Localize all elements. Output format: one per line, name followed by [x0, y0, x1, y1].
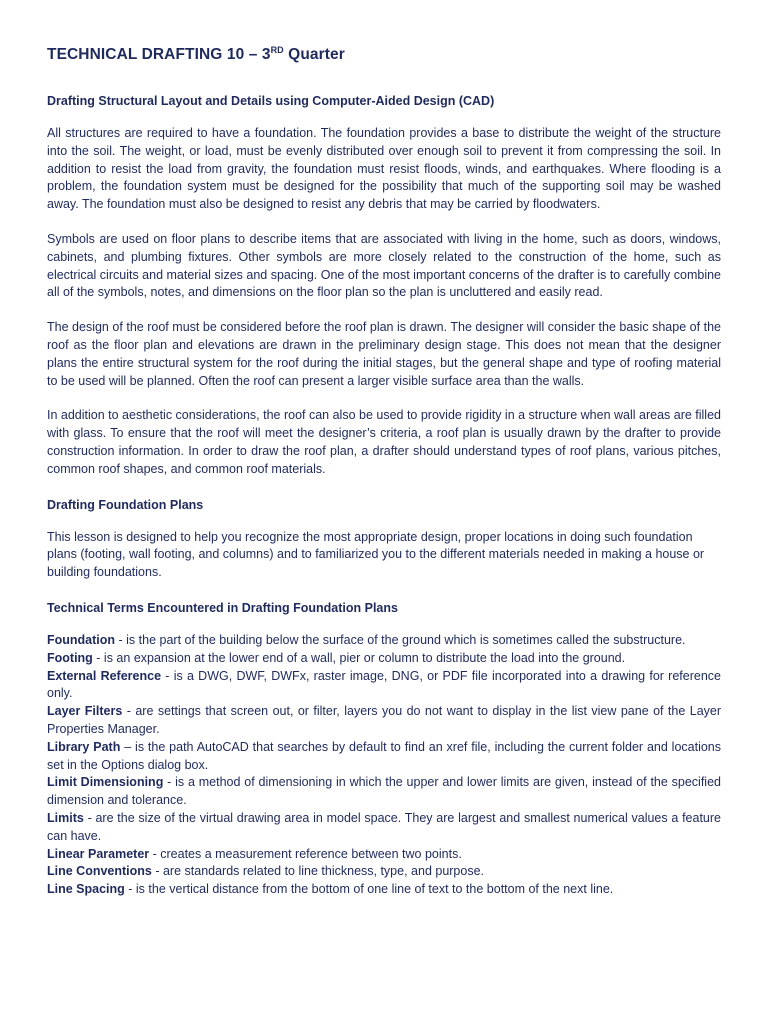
term-name: Library Path: [47, 739, 121, 754]
term-name: Line Conventions: [47, 864, 152, 879]
term-name: Limits: [47, 810, 84, 825]
term-name: Footing: [47, 650, 93, 665]
term-name: External Reference: [47, 668, 162, 683]
term-definition: - are the size of the virtual drawing area in model space. They are largest and smallest numerical values a feature can have.: [47, 810, 721, 843]
section-heading-cad: Drafting Structural Layout and Details using Computer-Aided Design (CAD): [47, 94, 495, 108]
title-suffix: Quarter: [283, 46, 345, 63]
term-definition: – is the path AutoCAD that searches by default to find an xref file, including the current folder and locations set in the Options dialog box.: [47, 739, 722, 772]
term-definition: - is the vertical distance from the bottom of one line of text to the bottom of the next line.: [124, 882, 614, 897]
paragraph-foundation: All structures are required to have a foundation. The foundation provides a base to distribute the weight of the structure into the soil. The weight, or load, must be evenly distributed over enough soil to prevent it from compressing the soil. In addition to resist the load from gravity, the foundation must resist floods, winds, and earthquakes. Where flooding is a problem, the foundation system must be designed for the possibility that much of the supporting soil may be washed away. The foundation must also be designed to resist any debris that may be carried by floodwaters.: [47, 126, 721, 212]
section-heading-technical-terms: Technical Terms Encountered in Drafting Foundation Plans: [47, 600, 398, 615]
term-item: [47, 739, 721, 775]
term-item: [47, 668, 721, 704]
paragraph-roof-design: The design of the roof must be considered before the roof plan is drawn. The designer will consider the basic shape of the roof as the floor plan and elevations are drawn in the preliminary design stage. This does not mean that the designer plans the entire structural system for the roof during the initial stages, but the general shape and type of roofing material to be used will be planned. Often the roof can present a larger visible surface area than the walls.: [47, 320, 721, 388]
term-item: [47, 810, 721, 846]
term-item: [47, 774, 721, 810]
term-item: [47, 703, 721, 739]
paragraph-symbols: Symbols are used on floor plans to describe items that are associated with living in the home, such as doors, windows, cabinets, and plumbing fixtures. Other symbols are more closely related to the construction of the home, such as electrical circuits and material sizes and spacing. One of the most important concerns of the drafter is to carefully combine all of the symbols, notes, and dimensions on the floor plan so the plan is uncluttered and easily read.: [47, 231, 721, 300]
term-item: [47, 846, 721, 864]
title-superscript: RD: [270, 45, 284, 55]
term-definition: - creates a measurement reference between two points.: [149, 846, 462, 861]
term-name: Line Spacing: [47, 882, 125, 897]
title-main: TECHNICAL DRAFTING 10 – 3: [47, 46, 271, 63]
term-item: [47, 650, 721, 668]
term-definition: - is a DWG, DWF, DWFx, raster image, DNG, or PDF file incorporated into a drawing for reference only.: [47, 668, 721, 701]
term-item: [47, 881, 721, 899]
term-definition: - is the part of the building below the surface of the ground which is sometimes called the substructure.: [115, 632, 686, 647]
term-definition: - are standards related to line thickness, type, and purpose.: [151, 864, 485, 879]
term-name: Layer Filters: [47, 704, 123, 719]
term-definition: - is a method of dimensioning in which the upper and lower limits are given, instead of the specified dimension and tolerance.: [47, 775, 721, 808]
term-item: [47, 863, 721, 881]
document-title: [47, 44, 721, 66]
paragraph-roof-rigidity: In addition to aesthetic considerations, the roof can also be used to provide rigidity in a structure when wall areas are filled with glass. To ensure that the roof will meet the designer’s criteria, a roof plan is usually drawn by the drafter to provide construction information. In order to draw the roof plan, a drafter should understand types of roof plans, various pitches, common roof shapes, and common roof materials.: [47, 408, 721, 476]
term-item: [47, 632, 721, 650]
term-name: Limit Dimensioning: [47, 775, 164, 790]
paragraph-lesson: This lesson is designed to help you recognize the most appropriate design, proper locations in doing such foundation plans (footing, wall footing, and columns) and to familiarized you to the different materials needed in making a house or building foundations.: [47, 529, 705, 580]
term-name: Linear Parameter: [47, 846, 150, 861]
term-name: Foundation: [47, 632, 116, 647]
section-heading-foundation-plans: Drafting Foundation Plans: [47, 497, 204, 512]
term-definition: - are settings that screen out, or filter, layers you do not want to display in the list view pane of the Layer Properties Manager.: [47, 704, 722, 736]
term-definition: - is an expansion at the lower end of a wall, pier or column to distribute the load into the ground.: [92, 650, 626, 665]
terms-list: [47, 632, 721, 899]
